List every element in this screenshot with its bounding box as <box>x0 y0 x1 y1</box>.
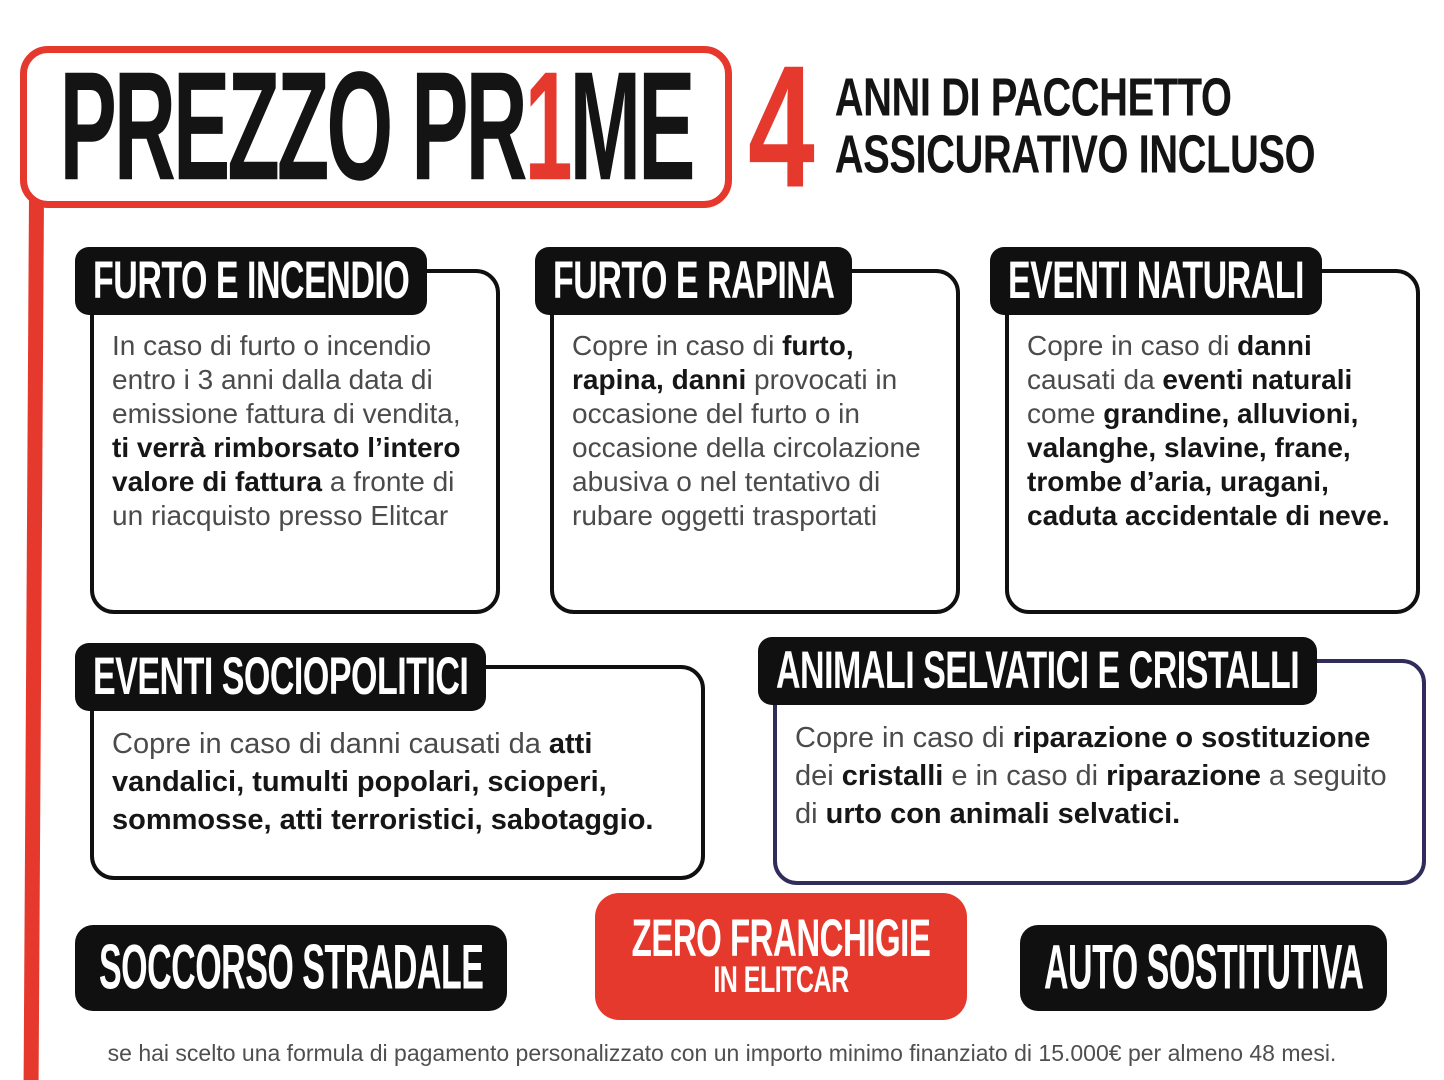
card-title: FURTO E INCENDIO <box>93 251 410 311</box>
subtitle-line-1: ANNI DI PACCHETTO <box>834 68 1232 128</box>
card-title: ANIMALI SELVATICI E CRISTALLI <box>776 641 1300 701</box>
badge-zero-franchigie <box>595 893 967 1020</box>
card-body-text: Copre in caso di riparazione o sostituzione dei cristalli e in caso di riparazione a seguito di urto con animali selvatici. <box>795 722 1387 830</box>
card-eventi-naturali <box>990 247 1420 614</box>
badge-zero-line2: IN ELITCAR <box>713 958 849 1001</box>
card-body-box <box>1005 269 1420 614</box>
card-title: FURTO E RAPINA <box>553 251 835 311</box>
card-body-box <box>550 269 960 614</box>
title-box <box>20 40 732 214</box>
card-animali-selvatici-e-cristalli <box>758 637 1426 885</box>
card-title-badge <box>990 247 1322 315</box>
years-group <box>748 29 1316 225</box>
badge-zero-line1: ZERO FRANCHIGIE <box>631 907 931 967</box>
badge-auto-label: AUTO SOSTITUTIVA <box>1044 932 1364 1004</box>
badge-soccorso-label: SOCCORSO STRADALE <box>99 932 484 1004</box>
card-eventi-sociopolitici <box>75 643 705 880</box>
red-accent-line <box>24 195 44 1080</box>
badge-soccorso-stradale <box>75 925 507 1011</box>
subtitle-line-2: ASSICURATIVO INCLUSO <box>834 125 1316 185</box>
title-pre: PREZZO PR <box>59 40 525 214</box>
card-body-text: In caso di furto o incendio entro i 3 anni dalla data di emissione fattura di vendita, ti verrà rimborsato l’intero valore di fattura a fronte di un riacquisto presso Elitcar <box>112 330 461 531</box>
badge-auto-sostitutiva <box>1020 925 1387 1011</box>
title-post: ME <box>569 40 693 214</box>
title-red-one: 1 <box>524 40 570 214</box>
years-number: 4 <box>748 29 813 225</box>
card-title-badge <box>758 637 1317 705</box>
card-furto-e-incendio <box>75 247 500 614</box>
card-furto-e-rapina <box>535 247 960 614</box>
card-body-box <box>90 269 500 614</box>
card-title: EVENTI NATURALI <box>1008 251 1304 311</box>
card-body-text: Copre in caso di danni causati da atti vandalici, tumulti popolari, scioperi, sommosse, atti terroristici, sabotaggio. <box>112 728 654 836</box>
card-title-badge <box>75 643 486 711</box>
years-subtitle <box>835 70 1315 184</box>
card-body-text: Copre in caso di danni causati da eventi naturali come grandine, alluvioni, valanghe, slavine, frane, trombe d’aria, uragani, caduta accidentale di neve. <box>1027 330 1390 531</box>
card-body-text: Copre in caso di furto, rapina, danni provocati in occasione del furto o in occasione della circolazione abusiva o nel tentativo di rubare oggetti trasportati <box>572 330 921 531</box>
page-title <box>59 40 693 214</box>
card-title: EVENTI SOCIOPOLITICI <box>93 647 469 707</box>
card-title-badge <box>75 247 427 315</box>
card-title-badge <box>535 247 852 315</box>
footnote-text: se hai scelto una formula di pagamento personalizzato con un importo minimo finanziato di 15.000€ per almeno 48 mesi. <box>107 1040 1337 1066</box>
